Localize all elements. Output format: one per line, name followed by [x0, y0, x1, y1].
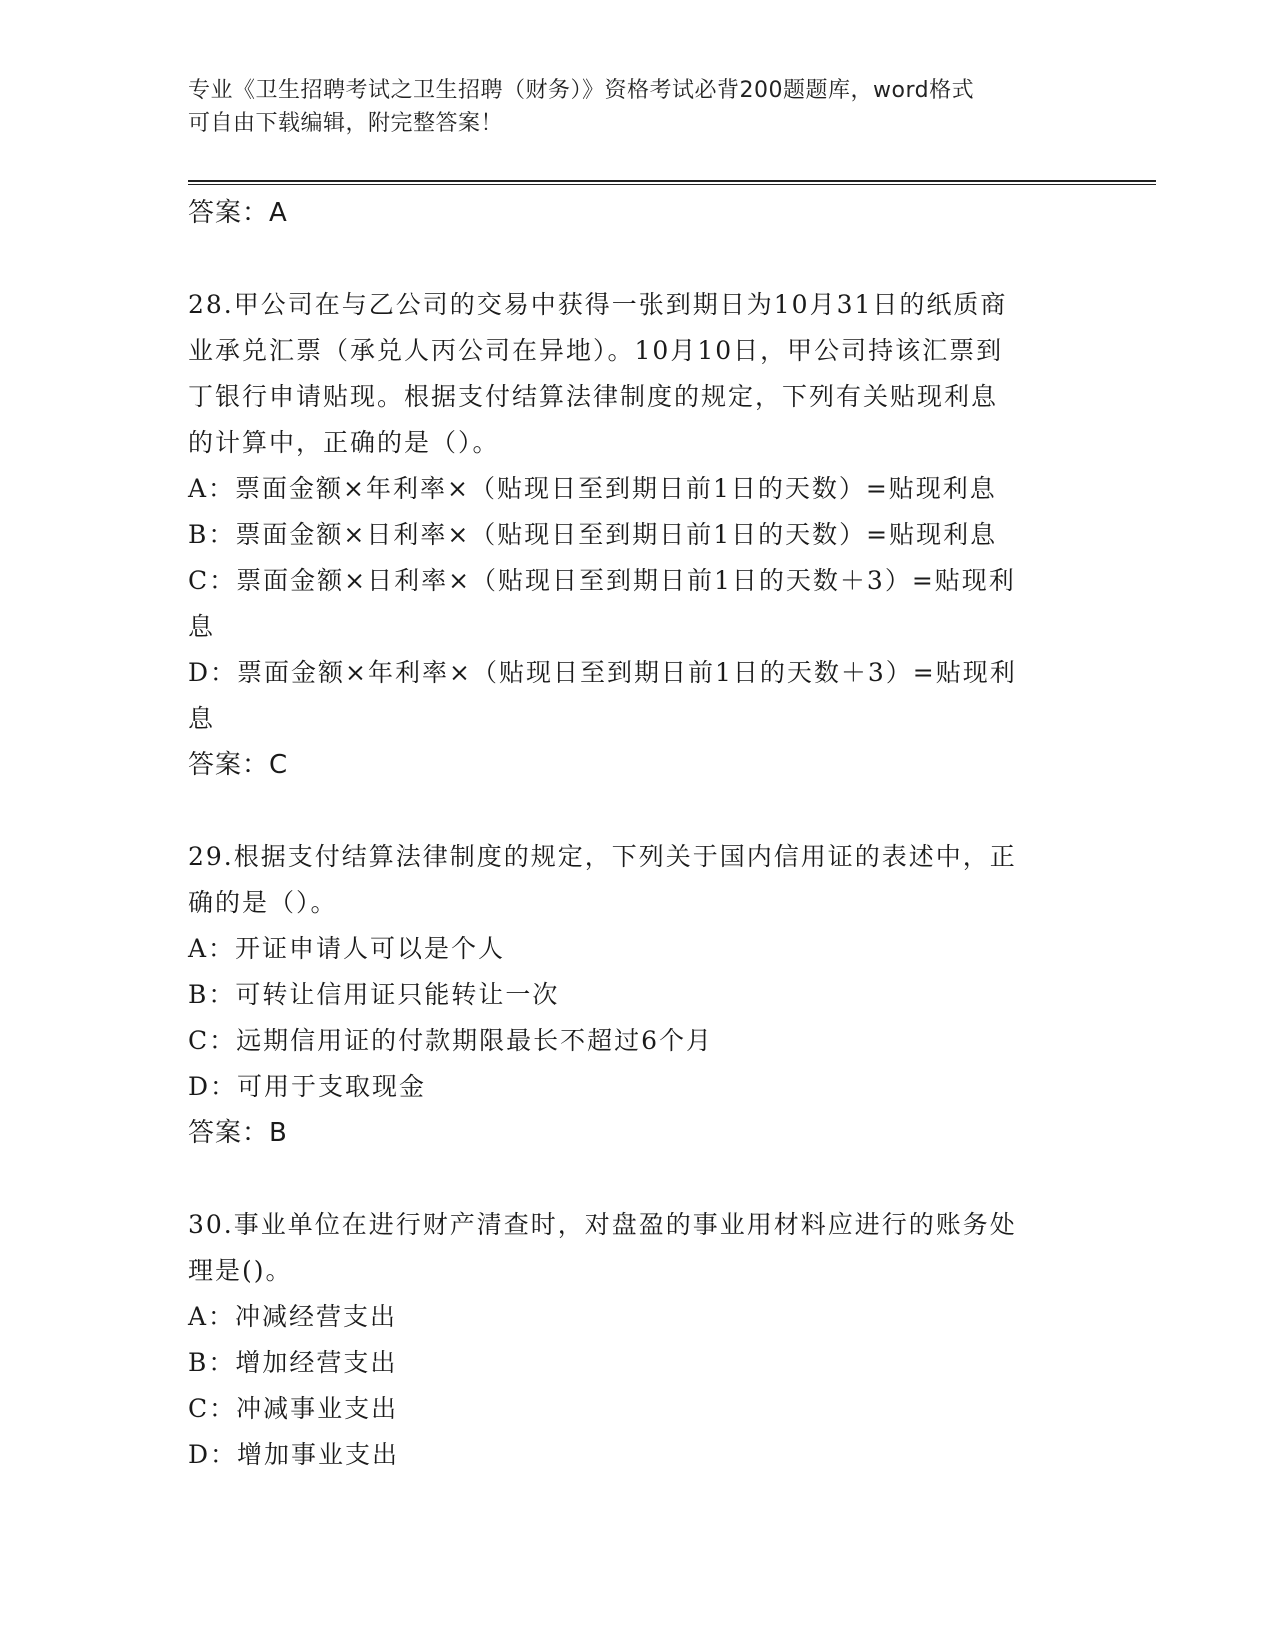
- option-c: C：票面金额×日利率×（贴现日至到期日前1日的天数＋3）=贴现利: [188, 566, 1016, 595]
- option-d: D：增加事业支出: [188, 1440, 400, 1469]
- option-b: B：票面金额×日利率×（贴现日至到期日前1日的天数）=贴现利息: [188, 520, 998, 549]
- document-body: [188, 190, 1088, 1478]
- header-divider-thin: [188, 184, 1156, 185]
- header-divider: [188, 180, 1156, 182]
- question-28: [188, 282, 1088, 788]
- question-stem-line: 确的是（）。: [188, 888, 338, 917]
- answer-line: 答案：B: [188, 1118, 288, 1148]
- option-b: B：可转让信用证只能转让一次: [188, 980, 560, 1009]
- header-title-line-1: 专业《卫生招聘考试之卫生招聘（财务）》资格考试必背200题题库，word格式: [188, 78, 975, 103]
- question-stem-line: 丁银行申请贴现。根据支付结算法律制度的规定，下列有关贴现利息: [188, 382, 999, 411]
- answer-line: 答案：A: [188, 198, 288, 228]
- option-a: A：开证申请人可以是个人: [188, 934, 506, 963]
- spacer: [188, 1156, 1088, 1202]
- question-stem-line: 28.甲公司在与乙公司的交易中获得一张到期日为10月31日的纸质商: [188, 290, 1008, 319]
- question-stem-line: 的计算中，正确的是（）。: [188, 428, 500, 457]
- option-d-continued: 息: [188, 704, 216, 733]
- option-c-continued: 息: [188, 612, 216, 641]
- answer-line: 答案：C: [188, 750, 289, 780]
- document-header: [188, 74, 1088, 140]
- option-c: C：远期信用证的付款期限最长不超过6个月: [188, 1026, 714, 1055]
- question-stem-line: 业承兑汇票（承兑人丙公司在异地）。10月10日，甲公司持该汇票到: [188, 336, 1004, 365]
- question-30: [188, 1202, 1088, 1478]
- spacer: [188, 788, 1088, 834]
- option-d: D：可用于支取现金: [188, 1072, 427, 1101]
- question-stem-line: 理是()。: [188, 1256, 293, 1285]
- option-a: A：冲减经营支出: [188, 1302, 398, 1331]
- option-d: D：票面金额×年利率×（贴现日至到期日前1日的天数＋3）=贴现利: [188, 658, 1017, 687]
- question-stem-line: 29.根据支付结算法律制度的规定，下列关于国内信用证的表述中，正: [188, 842, 1017, 871]
- option-c: C：冲减事业支出: [188, 1394, 399, 1423]
- question-stem-line: 30.事业单位在进行财产清查时，对盘盈的事业用材料应进行的账务处: [188, 1210, 1017, 1239]
- header-title-line-2: 可自由下载编辑，附完整答案！: [188, 111, 504, 136]
- option-a: A：票面金额×年利率×（贴现日至到期日前1日的天数）=贴现利息: [188, 474, 997, 503]
- spacer: [188, 236, 1088, 282]
- question-29: [188, 834, 1088, 1156]
- option-b: B：增加经营支出: [188, 1348, 398, 1377]
